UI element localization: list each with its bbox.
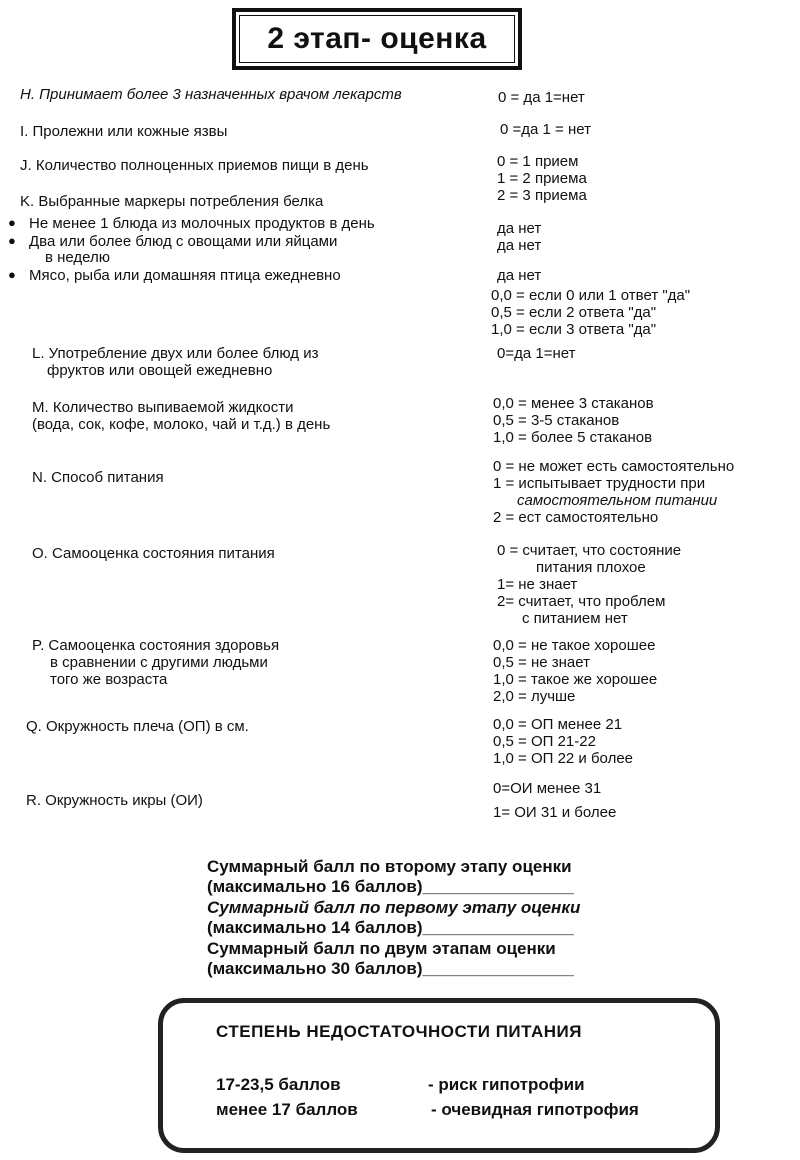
summary-line-5: (максимально 30 баллов)________________	[207, 959, 574, 978]
answer-n-1: 1 = испытывает трудности при	[493, 475, 706, 492]
answer-h: 0 = да 1=нет	[498, 89, 585, 106]
k-yesno-1: да нет	[497, 237, 542, 254]
question-j: J. Количество полноценных приемов пищи в день	[20, 157, 369, 174]
k-bullet-1-cont: в неделю	[45, 249, 111, 266]
question-m-line1: M. Количество выпиваемой жидкости	[32, 399, 294, 416]
answer-n-1-cont: самостоятельном питании	[517, 492, 718, 509]
answer-j-0: 0 = 1 прием	[497, 153, 579, 170]
k-bullet-2: Мясо, рыба или домашняя птица ежедневно	[29, 267, 341, 284]
malnutrition-range: менее 17 баллов	[216, 1100, 358, 1119]
k-bullet-0: Не менее 1 блюда из молочных продуктов в день	[29, 215, 375, 232]
question-m-line2: (вода, сок, кофе, молоко, чай и т.д.) в день	[32, 416, 331, 433]
answer-l: 0=да 1=нет	[497, 345, 576, 362]
answer-p-3: 2,0 = лучше	[493, 688, 576, 705]
risk-label: - риск гипотрофии	[428, 1075, 585, 1094]
malnutrition-label: - очевидная гипотрофия	[431, 1100, 639, 1119]
answer-r-0: 0=ОИ менее 31	[493, 780, 602, 797]
bullet-icon: ●	[8, 233, 16, 248]
question-q: Q. Окружность плеча (ОП) в см.	[26, 718, 249, 735]
question-o: O. Самооценка состояния питания	[32, 545, 275, 562]
summary-line-3: (максимально 14 баллов)________________	[207, 918, 574, 937]
malnutrition-title: СТЕПЕНЬ НЕДОСТАТОЧНОСТИ ПИТАНИЯ	[216, 1022, 582, 1041]
question-n: N. Способ питания	[32, 469, 164, 486]
answer-n-0: 0 = не может есть самостоятельно	[493, 458, 735, 475]
summary-line-2: Суммарный балл по первому этапу оценки	[207, 898, 581, 917]
answer-q-1: 0,5 = ОП 21-22	[493, 733, 596, 750]
bullet-icon: ●	[8, 267, 16, 282]
k-score-2: 1,0 = если 3 ответа "да"	[491, 321, 657, 338]
answer-o-2-cont: с питанием нет	[522, 610, 628, 627]
summary-line-4: Суммарный балл по двум этапам оценки	[207, 939, 556, 958]
answer-o-1: 1= не знает	[497, 576, 578, 593]
page-title: 2 этап- оценка	[267, 22, 487, 55]
malnutrition-box	[158, 998, 720, 1153]
k-score-1: 0,5 = если 2 ответа "да"	[491, 304, 657, 321]
answer-r-1: 1= ОИ 31 и более	[493, 804, 617, 821]
answer-p-1: 0,5 = не знает	[493, 654, 590, 671]
answer-m-2: 1,0 = более 5 стаканов	[493, 429, 653, 446]
answer-j-1: 1 = 2 приема	[497, 170, 587, 187]
answer-n-2: 2 = ест самостоятельно	[493, 509, 659, 526]
question-l-line1: L. Употребление двух или более блюд из	[32, 345, 319, 362]
answer-m-0: 0,0 = менее 3 стаканов	[493, 395, 654, 412]
question-p-line2: в сравнении с другими людьми	[50, 654, 268, 671]
k-yesno-0: да нет	[497, 220, 542, 237]
answer-p-0: 0,0 = не такое хорошее	[493, 637, 656, 654]
question-p-line1: P. Самооценка состояния здоровья	[32, 637, 280, 654]
answer-m-1: 0,5 = 3-5 стаканов	[493, 412, 620, 429]
question-h: H. Принимает более 3 назначенных врачом лекарств	[20, 86, 402, 103]
k-score-0: 0,0 = если 0 или 1 ответ "да"	[491, 287, 691, 304]
answer-p-2: 1,0 = такое же хорошее	[493, 671, 658, 688]
answer-o-0-cont: питания плохое	[536, 559, 646, 576]
answer-i: 0 =да 1 = нет	[500, 121, 591, 138]
title-box	[232, 8, 522, 70]
answer-o-0: 0 = считает, что состояние	[497, 542, 682, 559]
k-yesno-2: да нет	[497, 267, 542, 284]
risk-range: 17-23,5 баллов	[216, 1075, 341, 1094]
question-l-line2: фруктов или овощей ежедневно	[47, 362, 273, 379]
summary-line-0: Суммарный балл по второму этапу оценки	[207, 857, 572, 876]
bullet-icon: ●	[8, 215, 16, 230]
question-k: K. Выбранные маркеры потребления белка	[20, 193, 324, 210]
question-i: I. Пролежни или кожные язвы	[20, 123, 228, 140]
summary-line-1: (максимально 16 баллов)________________	[207, 877, 574, 896]
question-p-line3: того же возраста	[50, 671, 168, 688]
answer-j-2: 2 = 3 приема	[497, 187, 587, 204]
k-bullet-1: Два или более блюд с овощами или яйцами	[29, 233, 338, 250]
answer-q-2: 1,0 = ОП 22 и более	[493, 750, 634, 767]
answer-q-0: 0,0 = ОП менее 21	[493, 716, 623, 733]
answer-o-2: 2= считает, что проблем	[497, 593, 666, 610]
question-r: R. Окружность икры (ОИ)	[26, 792, 203, 809]
